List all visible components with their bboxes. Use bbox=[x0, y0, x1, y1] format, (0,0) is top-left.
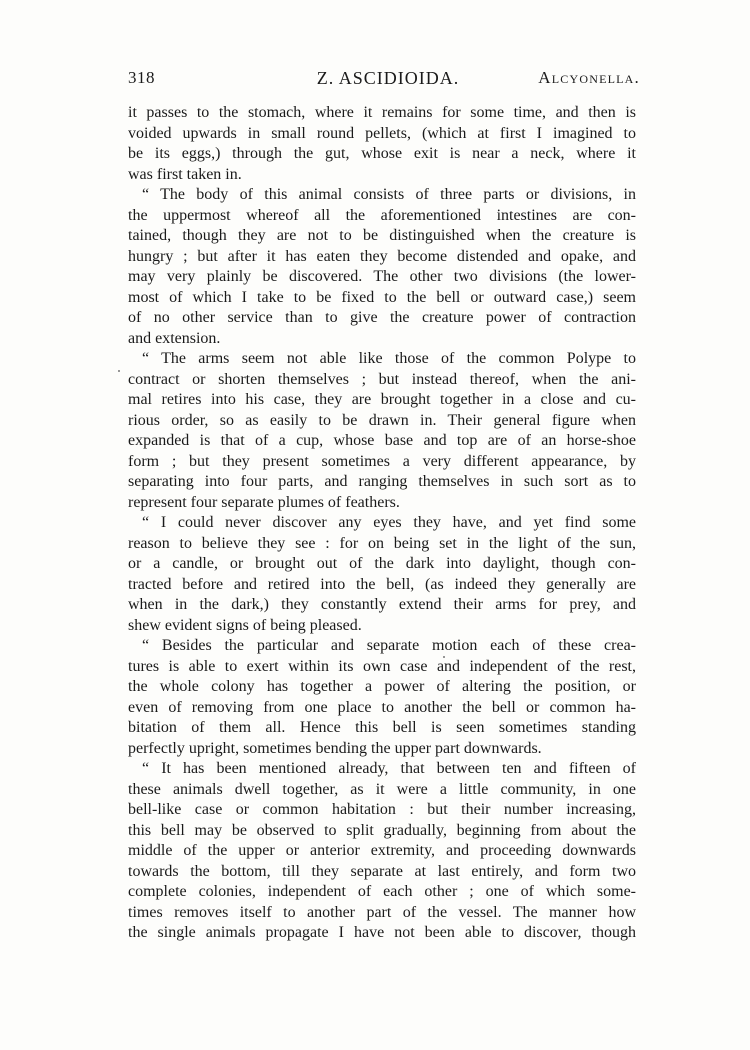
page-number: 318 bbox=[128, 68, 155, 87]
text-line: the whole colony has together a power of altering the position, or bbox=[128, 678, 636, 695]
section-title: Alcyonella. bbox=[538, 68, 640, 87]
text-line: most of which I take to be fixed to the bell or outward case,) seem bbox=[128, 288, 636, 306]
text-line: even of removing from one place to another the bell or common ha- bbox=[128, 698, 636, 716]
text-line: “ I could never discover any eyes they have, and yet find some bbox=[142, 514, 636, 531]
text-line: “ It has been mentioned already, that between ten and fifteen of bbox=[142, 760, 636, 777]
text-line: these animals dwell together, as it were a little community, in one bbox=[128, 780, 636, 798]
paragraph-5 bbox=[128, 636, 636, 759]
text-line: rious order, so as easily to be drawn in. Their general figure when bbox=[128, 411, 636, 429]
text-line: “ The body of this animal consists of three parts or divisions, in bbox=[142, 186, 636, 203]
text-line: expanded is that of a cup, whose base and top are of an horse-shoe bbox=[128, 432, 636, 449]
text-line: or a candle, or brought out of the dark into daylight, though con- bbox=[128, 555, 636, 572]
text-line: be its eggs,) through the gut, whose exit is near a neck, where it bbox=[128, 145, 636, 162]
text-line: tracted before and retired into the bell, (as indeed they generally are bbox=[128, 575, 636, 593]
text-line: bitation of them all. Hence this bell is seen sometimes standing bbox=[128, 719, 636, 736]
text-line: tures is able to exert within its own case and independent of the rest, bbox=[128, 657, 636, 675]
text-line: towards the bottom, till they separate at last entirely, and form two bbox=[128, 862, 636, 880]
text-line: times removes itself to another part of the vessel. The manner how bbox=[128, 903, 636, 921]
text-line: and extension. bbox=[128, 329, 221, 347]
body-text bbox=[128, 103, 636, 944]
text-line: shew evident signs of being pleased. bbox=[128, 616, 362, 634]
ink-speck bbox=[118, 370, 120, 372]
paragraph-2 bbox=[128, 185, 636, 349]
text-line: tained, though they are not to be distinguished when the creature is bbox=[128, 227, 636, 244]
text-line: “ Besides the particular and separate motion each of these crea- bbox=[142, 637, 636, 654]
text-line: hungry ; but after it has eaten they become distended and opake, and bbox=[128, 247, 636, 265]
text-line: “ The arms seem not able like those of the common Polype to bbox=[142, 350, 636, 367]
text-line: was first taken in. bbox=[128, 165, 242, 183]
running-head bbox=[128, 68, 640, 94]
text-line: perfectly upright, sometimes bending the upper part downwards. bbox=[128, 739, 542, 757]
text-line: when in the dark,) they constantly extend their arms for prey, and bbox=[128, 596, 636, 613]
text-line: represent four separate plumes of feathers. bbox=[128, 493, 400, 511]
text-line: the single animals propagate I have not been able to discover, though bbox=[128, 924, 636, 941]
text-line: voided upwards in small round pellets, (which at first I imagined to bbox=[128, 124, 636, 142]
paragraph-1 bbox=[128, 103, 636, 185]
text-line: form ; but they present sometimes a very different appearance, by bbox=[128, 452, 636, 470]
ink-speck bbox=[443, 656, 445, 658]
text-line: middle of the upper or anterior extremity, and proceeding downwards bbox=[128, 842, 636, 859]
text-line: it passes to the stomach, where it remains for some time, and then is bbox=[128, 104, 636, 121]
text-line: may very plainly be discovered. The other two divisions (the lower- bbox=[128, 268, 636, 285]
text-line: bell-like case or common habitation : but their number increasing, bbox=[128, 801, 636, 818]
text-line: complete colonies, independent of each other ; one of which some- bbox=[128, 883, 636, 900]
text-line: reason to believe they see : for on being set in the light of the sun, bbox=[128, 534, 636, 552]
text-line: contract or shorten themselves ; but instead thereof, when the ani- bbox=[128, 370, 636, 388]
text-line: this bell may be observed to split gradually, beginning from about the bbox=[128, 821, 636, 839]
running-title: Z. ASCIDIOIDA. bbox=[316, 68, 460, 88]
text-line: mal retires into his case, they are brought together in a close and cu- bbox=[128, 391, 636, 408]
paragraph-4 bbox=[128, 513, 636, 636]
paragraph-3 bbox=[128, 349, 636, 513]
text-line: of no other service than to give the creature power of contraction bbox=[128, 309, 636, 326]
text-line: separating into four parts, and ranging themselves in such sort as to bbox=[128, 473, 636, 490]
paragraph-6 bbox=[128, 759, 636, 944]
text-line: the uppermost whereof all the aforementioned intestines are con- bbox=[128, 206, 636, 224]
